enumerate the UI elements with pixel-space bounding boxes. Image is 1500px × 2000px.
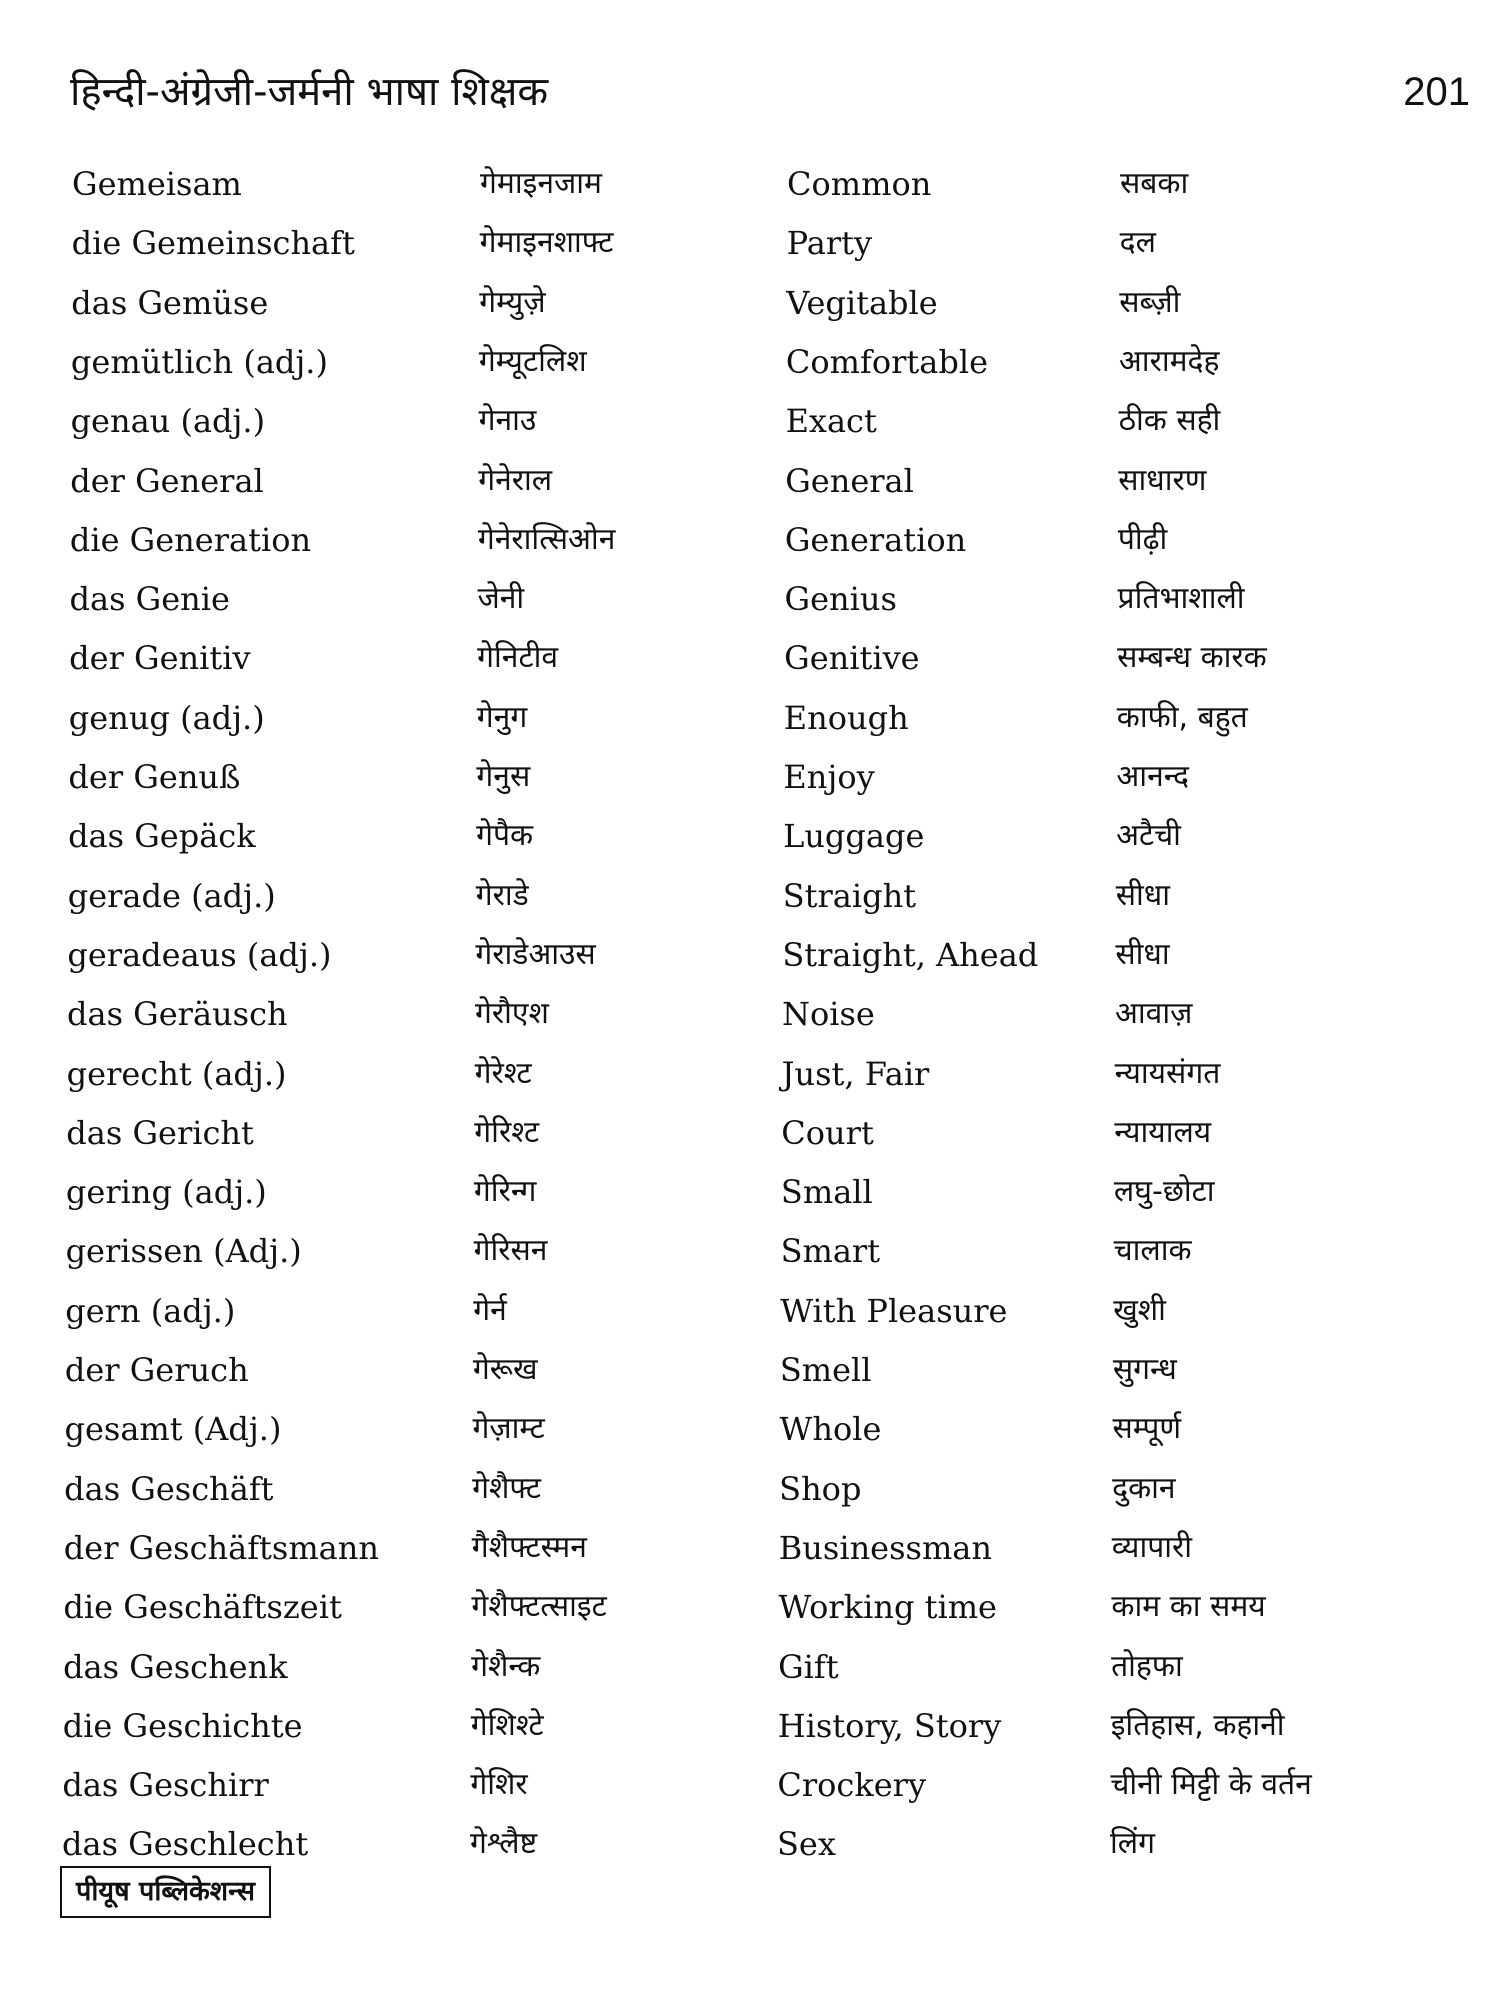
vocab-row — [67, 986, 1500, 1042]
vocab-row — [63, 1698, 1500, 1754]
english-meaning: Smart — [780, 1232, 881, 1271]
hindi-meaning: चालाक — [1113, 1233, 1192, 1269]
hindi-meaning: दल — [1119, 225, 1156, 261]
vocab-row — [66, 1223, 1500, 1279]
hindi-meaning: सब्ज़ी — [1119, 284, 1181, 320]
vocab-row — [65, 1342, 1500, 1398]
german-word: der General — [70, 461, 264, 500]
hindi-meaning: सम्बन्ध कारक — [1117, 640, 1267, 676]
hindi-meaning: खुशी — [1113, 1292, 1166, 1328]
english-meaning: With Pleasure — [780, 1291, 1008, 1330]
vocab-row — [64, 1461, 1500, 1517]
english-meaning: Straight, Ahead — [782, 935, 1039, 974]
vocab-row — [62, 1757, 1500, 1813]
page-number: 201 — [1403, 70, 1470, 114]
vocab-row — [72, 215, 1500, 271]
german-word: genau (adj.) — [70, 402, 266, 441]
english-meaning: Shop — [779, 1469, 862, 1508]
pronunciation: गेरिसन — [473, 1233, 548, 1269]
english-meaning: Sex — [777, 1825, 836, 1864]
pronunciation: गेशैफ्टत्साइट — [471, 1589, 607, 1625]
hindi-meaning: आरामदेह — [1118, 343, 1220, 379]
vocab-row — [66, 1164, 1500, 1220]
german-word: die Geschichte — [62, 1706, 303, 1745]
pronunciation: गेम्युज़े — [479, 284, 546, 320]
hindi-meaning: सबका — [1120, 166, 1189, 201]
german-word: gerecht (adj.) — [66, 1054, 287, 1093]
german-word: das Geschirr — [62, 1766, 269, 1805]
english-meaning: Working time — [778, 1588, 997, 1627]
english-meaning: Enjoy — [783, 758, 875, 796]
german-word: die Gemeinschaft — [71, 224, 355, 263]
german-word: die Generation — [69, 520, 312, 559]
vocab-row — [68, 808, 1500, 864]
vocab-row — [71, 393, 1500, 449]
hindi-meaning: व्यापारी — [1111, 1529, 1193, 1565]
vocab-row — [67, 927, 1500, 983]
english-meaning: Crockery — [777, 1766, 927, 1805]
pronunciation: जेनी — [477, 581, 525, 617]
pronunciation: गेरिन्ग — [473, 1174, 537, 1210]
pronunciation: गेपैक — [476, 818, 534, 854]
english-meaning: Straight — [782, 876, 917, 915]
vocab-row — [64, 1520, 1500, 1576]
english-meaning: Luggage — [783, 817, 925, 856]
pronunciation: गेशैन्क — [471, 1648, 541, 1684]
hindi-meaning: लिंग — [1110, 1826, 1155, 1862]
german-word: das Gericht — [66, 1113, 254, 1152]
german-word: das Genie — [69, 580, 230, 619]
vocab-row — [70, 453, 1500, 509]
vocab-row — [65, 1401, 1500, 1457]
pronunciation: गेशिश्टे — [470, 1707, 544, 1743]
pronunciation: गेरेश्ट — [474, 1055, 532, 1091]
english-meaning: History, Story — [777, 1706, 1002, 1745]
german-word: gering (adj.) — [65, 1173, 267, 1212]
english-meaning: Smell — [779, 1351, 872, 1389]
hindi-meaning: काम का समय — [1111, 1589, 1266, 1625]
hindi-meaning: ठीक सही — [1118, 403, 1221, 439]
pronunciation: गेर्न — [473, 1292, 507, 1328]
german-word: gemütlich (adj.) — [70, 342, 328, 381]
german-word: Gemeisam — [72, 165, 242, 203]
german-word: der Genuß — [68, 758, 241, 796]
german-word: die Geschäftszeit — [63, 1588, 342, 1627]
german-word: das Geschenk — [63, 1647, 288, 1686]
english-meaning: Generation — [784, 520, 967, 559]
hindi-meaning: आनन्द — [1116, 759, 1189, 794]
english-meaning: Genitive — [784, 639, 920, 678]
german-word: gerissen (Adj.) — [65, 1232, 302, 1271]
hindi-meaning: तोहफा — [1111, 1648, 1183, 1684]
german-word: das Geschäft — [64, 1469, 274, 1508]
hindi-meaning: काफी, बहुत — [1116, 699, 1248, 735]
pronunciation: गेनिटीव — [477, 640, 559, 676]
english-meaning: Party — [786, 224, 873, 263]
pronunciation: गेराडे — [475, 877, 529, 913]
english-meaning: Noise — [782, 995, 875, 1034]
hindi-meaning: आवाज़ — [1115, 996, 1193, 1032]
vocab-row — [67, 1046, 1500, 1102]
page-header — [70, 62, 1470, 132]
vocab-row — [68, 749, 1500, 805]
hindi-meaning: न्यायालय — [1114, 1114, 1212, 1150]
vocab-row — [66, 1105, 1500, 1161]
pronunciation: गेनेराल — [478, 462, 553, 498]
english-meaning: Gift — [778, 1647, 839, 1686]
english-meaning: Whole — [779, 1410, 882, 1449]
english-meaning: Exact — [785, 402, 877, 441]
vocab-row — [70, 571, 1500, 627]
pronunciation: गैशैफ्टस्मन — [471, 1529, 587, 1565]
hindi-meaning: इतिहास, कहानी — [1110, 1707, 1285, 1743]
english-meaning: Small — [780, 1173, 873, 1212]
publisher-label: पीयूष पब्लिकेशन्स — [60, 1866, 271, 1918]
english-meaning: General — [785, 461, 914, 500]
english-meaning: Genius — [784, 580, 897, 619]
pronunciation: गेरिश्ट — [474, 1114, 540, 1150]
german-word: gern (adj.) — [65, 1291, 236, 1330]
vocab-row — [71, 334, 1500, 390]
pronunciation: गेनाउ — [478, 403, 537, 439]
english-meaning: Just, Fair — [781, 1054, 930, 1093]
vocab-row — [71, 275, 1500, 331]
hindi-meaning: अटैची — [1116, 818, 1181, 854]
vocab-row — [68, 868, 1500, 924]
pronunciation: गेनुग — [476, 699, 528, 735]
german-word: das Geschlecht — [62, 1825, 309, 1864]
english-meaning: Businessman — [778, 1528, 992, 1567]
vocab-row — [69, 690, 1500, 746]
hindi-meaning: सीधा — [1115, 877, 1170, 913]
pronunciation: गेशिर — [470, 1767, 528, 1803]
pronunciation: गेरूख — [472, 1352, 538, 1387]
pronunciation: गेनेरात्सिओन — [477, 521, 616, 557]
pronunciation: गेनुस — [476, 759, 531, 794]
german-word: das Gepäck — [68, 817, 256, 856]
english-meaning: Comfortable — [785, 342, 989, 381]
english-meaning: Court — [781, 1113, 874, 1152]
vocab-row — [63, 1639, 1500, 1695]
pronunciation: गेम्यूटलिश — [478, 343, 587, 379]
hindi-meaning: दुकान — [1112, 1470, 1176, 1506]
german-word: der Geschäftsmann — [63, 1528, 379, 1567]
pronunciation: गेज़ाम्ट — [472, 1411, 545, 1447]
german-word: geradeaus (adj.) — [67, 935, 332, 974]
pronunciation: गेमाइनजाम — [480, 166, 602, 201]
german-word: der Geruch — [64, 1351, 249, 1389]
hindi-meaning: चीनी मिट्टी के वर्तन — [1110, 1767, 1312, 1803]
hindi-meaning: पीढ़ी — [1117, 521, 1168, 557]
hindi-meaning: प्रतिभाशाली — [1117, 581, 1245, 617]
german-word: das Geräusch — [67, 995, 288, 1034]
pronunciation: गेरौएश — [475, 996, 549, 1032]
english-meaning: Enough — [783, 698, 909, 737]
german-word: genug (adj.) — [68, 698, 265, 737]
hindi-meaning: साधारण — [1118, 462, 1207, 498]
vocab-row — [72, 156, 1500, 212]
pronunciation: गेशैफ्ट — [472, 1470, 541, 1506]
german-word: das Gemüse — [71, 283, 269, 322]
hindi-meaning: सीधा — [1115, 936, 1170, 972]
hindi-meaning: सुगन्ध — [1112, 1352, 1177, 1387]
english-meaning: Vegitable — [786, 283, 938, 322]
english-meaning: Common — [787, 165, 932, 203]
book-title: हिन्दी-अंग्रेजी-जर्मनी भाषा शिक्षक — [70, 69, 549, 115]
hindi-meaning: न्यायसंगत — [1114, 1055, 1221, 1091]
german-word: gerade (adj.) — [67, 876, 276, 915]
pronunciation: गेश्लैष्ट — [470, 1826, 538, 1862]
pronunciation: गेराडेआउस — [475, 936, 596, 972]
vocab-row — [65, 1283, 1500, 1339]
german-word: gesamt (Adj.) — [64, 1410, 282, 1449]
pronunciation: गेमाइनशाफ्ट — [479, 225, 614, 261]
vocab-row — [62, 1816, 1500, 1872]
vocab-row — [63, 1579, 1500, 1635]
vocab-row — [69, 630, 1500, 686]
vocab-row — [70, 512, 1500, 568]
hindi-meaning: सम्पूर्ण — [1112, 1411, 1182, 1447]
german-word: der Genitiv — [69, 639, 251, 678]
hindi-meaning: लघु-छोटा — [1113, 1174, 1215, 1210]
